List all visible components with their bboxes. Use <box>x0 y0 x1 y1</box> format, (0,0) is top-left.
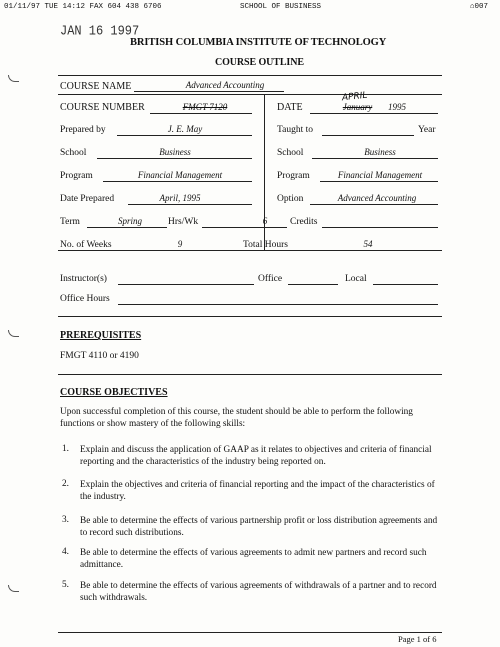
office-hours-label: Office Hours <box>60 294 110 304</box>
date-label: DATE <box>277 102 303 113</box>
objective-number: 1. <box>62 444 69 454</box>
institute-name: BRITISH COLUMBIA INSTITUTE OF TECHNOLOGY <box>130 37 387 48</box>
received-date-stamp: JAN 16 1997 <box>60 22 140 40</box>
school-label-left: School <box>60 148 87 158</box>
date-year: 1995 <box>388 102 406 112</box>
hrs-wk-value: 6 <box>262 216 268 226</box>
objectives-heading: COURSE OBJECTIVES <box>60 387 168 398</box>
date-handwritten-correction: APRIL <box>341 90 368 104</box>
course-number-value: FMGT 7120 <box>182 102 228 112</box>
term-label: Term <box>60 217 80 227</box>
school-value-left: Business <box>159 147 191 157</box>
form-rule-bottom <box>58 316 442 317</box>
weeks-value: 9 <box>177 239 183 249</box>
hole-punch-mark <box>8 330 19 337</box>
date-printed-month: January <box>342 102 373 112</box>
objective-number: 5. <box>62 580 69 590</box>
taught-to-label: Taught to <box>277 125 314 135</box>
office-label: Office <box>258 274 283 284</box>
objective-item: Be able to determine the effects of various partnership profit or loss distribution agreements and to record such distributions. <box>80 516 438 538</box>
hole-punch-mark <box>8 75 19 82</box>
option-value: Advanced Accounting <box>337 193 417 203</box>
objective-number: 2. <box>62 479 69 489</box>
total-hours-value: 54 <box>363 239 373 249</box>
objective-number: 4. <box>62 547 69 557</box>
hole-punch-mark <box>8 585 19 592</box>
program-label-left: Program <box>60 171 93 181</box>
date-prepared-label: Date Prepared <box>60 194 115 204</box>
prerequisites-text: FMGT 4110 or 4190 <box>60 351 139 361</box>
instructor-label: Instructor(s) <box>60 274 107 284</box>
school-label-right: School <box>277 148 304 158</box>
page-number: Page 1 of 6 <box>398 634 437 644</box>
objective-item: Explain the objectives and criteria of financial reporting and the impact of the characteristics of the industry. <box>80 480 435 502</box>
prepared-by-value: J. E. May <box>167 124 203 134</box>
weeks-label: No. of Weeks <box>60 240 112 250</box>
document-title: COURSE OUTLINE <box>215 57 304 68</box>
local-label: Local <box>345 274 367 284</box>
program-value-left: Financial Management <box>137 170 223 180</box>
total-hours-label: Total Hours <box>243 240 288 250</box>
section-rule <box>58 374 442 375</box>
date-prepared-value: April, 1995 <box>159 193 201 203</box>
credits-label: Credits <box>290 217 318 227</box>
school-value-right: Business <box>364 147 396 157</box>
fax-header-left: 01/11/97 TUE 14:12 FAX 604 438 6706 <box>4 3 162 11</box>
term-value: Spring <box>117 216 142 226</box>
objective-item: Be able to determine the effects of various agreements to admit new partners and record such admittance. <box>80 548 427 570</box>
course-name-label: COURSE NAME <box>60 81 132 92</box>
fax-header-center: SCHOOL OF BUSINESS <box>240 3 322 11</box>
course-number-label: COURSE NUMBER <box>60 102 145 113</box>
objectives-intro: Upon successful completion of this course, the student should be able to perform the following functions or show mastery of the following skills: <box>60 407 413 429</box>
footer-rule <box>58 632 442 633</box>
prerequisites-heading: PREREQUISITES <box>60 330 142 341</box>
objective-item: Explain and discuss the application of GAAP as it relates to objectives and criteria of financial reporting and the characteristics of the industry being reported on. <box>80 445 432 467</box>
form-rule <box>58 94 442 95</box>
option-label: Option <box>277 194 304 204</box>
form-rule-top <box>58 75 442 76</box>
fax-header-page: ⌂007 <box>470 3 489 11</box>
program-label-right: Program <box>277 171 310 181</box>
course-name-value: Advanced Accounting <box>185 80 265 90</box>
objective-item: Be able to determine the effects of various agreements of withdrawals of a partner and to record such withdrawals. <box>80 581 437 603</box>
year-label: Year <box>418 125 436 135</box>
prepared-by-label: Prepared by <box>60 125 106 135</box>
program-value-right: Financial Management <box>337 170 423 180</box>
hrs-wk-label: Hrs/Wk <box>168 217 199 227</box>
objective-number: 3. <box>62 515 69 525</box>
